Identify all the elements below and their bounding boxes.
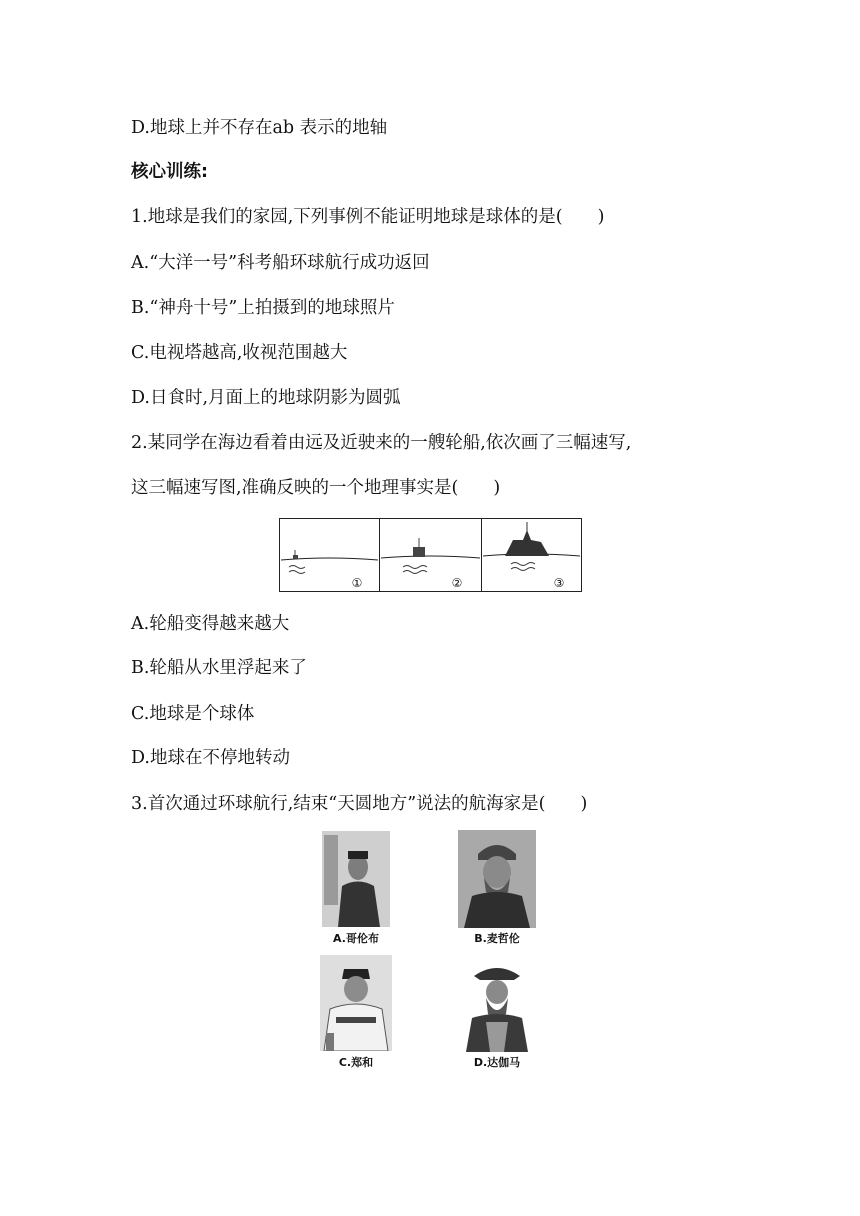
q1-option-d: D.日食时,月面上的地球阴影为圆弧 — [131, 388, 401, 408]
question-2: 2.某同学在海边看着由远及近驶来的一艘轮船,依次画了三幅速写, — [131, 433, 632, 453]
caption-columbus: A.哥伦布 — [333, 932, 379, 945]
q1-option-b: B.“神舟十号”上拍摄到的地球照片 — [131, 298, 395, 318]
caption-zheng-he: C.郑和 — [338, 1056, 374, 1069]
q2-option-c: C.地球是个球体 — [131, 704, 255, 724]
q1-option-c: C.电视塔越高,收视范围越大 — [131, 343, 348, 363]
q2-option-b: B.轮船从水里浮起来了 — [131, 658, 307, 678]
portrait-magellan — [458, 830, 536, 928]
q2-option-a: A.轮船变得越来越大 — [131, 614, 290, 634]
caption-da-gama: D.达伽马 — [473, 1056, 521, 1069]
panel-1-label: ① — [351, 576, 363, 590]
panel-3-label: ③ — [553, 576, 565, 590]
panel-2-label: ② — [451, 576, 463, 590]
caption-magellan: B.麦哲伦 — [474, 932, 520, 945]
portrait-da-gama — [464, 962, 530, 1052]
question-1: 1.地球是我们的家园,下列事例不能证明地球是球体的是( ) — [131, 207, 605, 227]
section-heading: 核心训练: — [131, 162, 208, 182]
option-d-prev: D.地球上并不存在ab 表示的地轴 — [131, 118, 388, 138]
q1-option-a: A.“大洋一号”科考船环球航行成功返回 — [131, 253, 430, 273]
portrait-zheng-he — [320, 955, 392, 1051]
question-2-cont: 这三幅速写图,准确反映的一个地理事实是( ) — [131, 478, 501, 498]
q2-option-d: D.地球在不停地转动 — [131, 748, 290, 768]
portrait-columbus — [322, 831, 390, 927]
question-3: 3.首次通过环球航行,结束“天圆地方”说法的航海家是( ) — [131, 794, 588, 814]
